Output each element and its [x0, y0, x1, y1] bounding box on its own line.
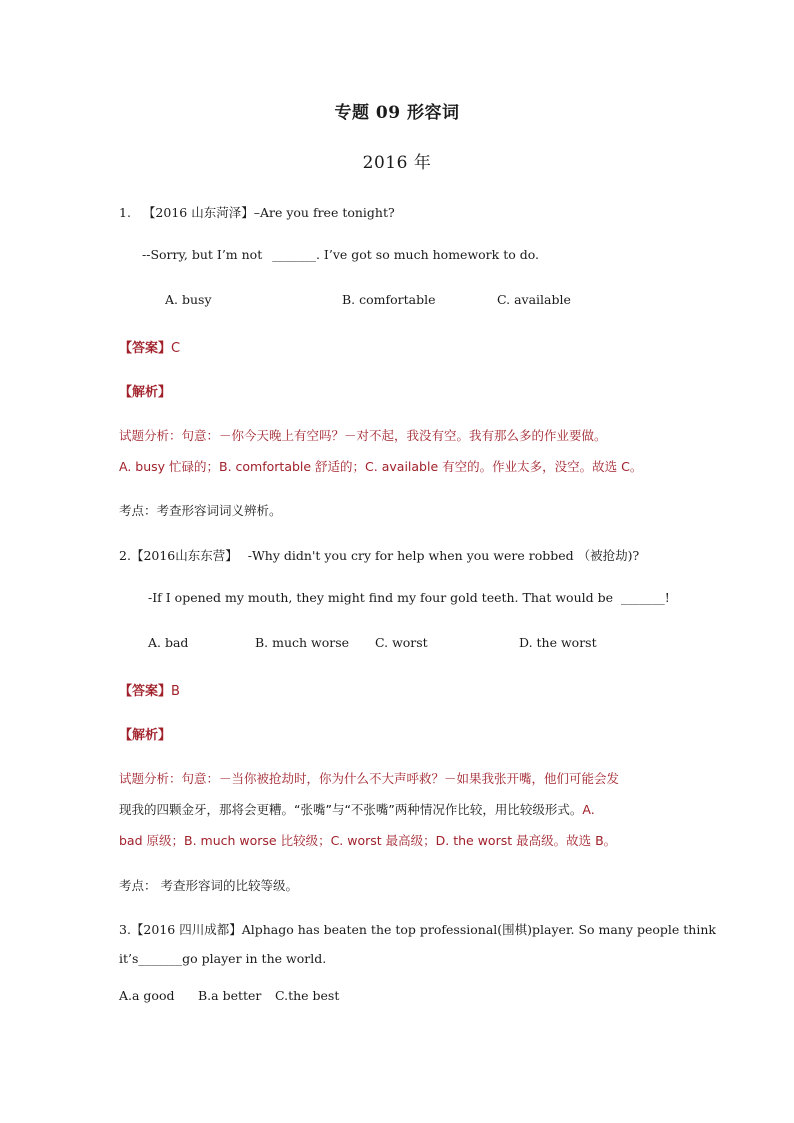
- q3-line2-after: go player in the world.: [182, 951, 327, 966]
- q1-analysis-line1: 试题分析：句意：－你今天晚上有空吗？－对不起，我没有空。我有那么多的作业要做。: [119, 428, 607, 443]
- q3-option-b: B.a better: [198, 988, 262, 1003]
- q1-reply-after: . I’ve got so much homework to do.: [315, 247, 540, 262]
- q1-option-b: B. comfortable: [342, 292, 436, 307]
- q2-analysis-line2-main: 现我的四颗金牙，那将会更糟。“张嘴”与“不张嘴”两种情况作比较，用比较级形式。: [119, 802, 583, 817]
- q1-blank: _______: [272, 247, 316, 262]
- q2-blank: _______!: [620, 590, 670, 605]
- q3-blank: _______: [138, 951, 183, 966]
- q2-number: 2.: [119, 548, 131, 563]
- q2-analysis-line2: [119, 800, 595, 818]
- q3-question: Alphago has beaten the top professional(围棋)player. So many people think: [241, 922, 716, 937]
- q2-answer-label: 【答案】: [119, 684, 172, 699]
- q2-stem: [119, 546, 639, 564]
- q1-reply-before: --Sorry, but I’m not: [142, 247, 263, 262]
- q2-option-a: A. bad: [148, 635, 189, 650]
- q1-analysis-line2: A. busy 忙碌的；B. comfortable 舒适的；C. available 有空的。作业太多，没空。故选 C。: [119, 459, 643, 474]
- q1-source: 【2016 山东菏泽】: [142, 205, 254, 220]
- q1-option-a: A. busy: [165, 292, 212, 307]
- q2-answer: [119, 680, 180, 699]
- q3-line2-before: it’s: [119, 951, 139, 966]
- q2-analysis-line2-red: A.: [582, 802, 595, 817]
- q2-analysis-label: 【解析】: [119, 728, 172, 743]
- q2-option-c: C. worst: [375, 635, 428, 650]
- q2-analysis-line1: 试题分析：句意：－当你被抢劫时，你为什么不大声呼救？－如果我张开嘴，他们可能会发: [119, 771, 620, 786]
- q1-stem: [119, 203, 395, 221]
- q2-option-b: B. much worse: [255, 635, 350, 650]
- q3-option-c: C.the best: [275, 988, 340, 1003]
- q3-option-a: A.a good: [119, 988, 175, 1003]
- q2-reply: [148, 590, 670, 605]
- q1-point: 考点：考查形容词词义辨析。: [119, 503, 282, 518]
- q1-question: –Are you free tonight?: [253, 205, 395, 220]
- q3-stem-line1: [119, 920, 716, 938]
- q3-stem-line2: [119, 951, 326, 966]
- q1-answer: [119, 337, 180, 356]
- q1-option-c: C. available: [497, 292, 571, 307]
- q1-answer-value: C: [171, 341, 181, 356]
- page-title: 专题 09 形容词: [334, 103, 460, 123]
- q1-reply: [142, 247, 539, 262]
- q1-analysis-label: 【解析】: [119, 385, 172, 400]
- q2-analysis-line3: bad 原级；B. much worse 比较级；C. worst 最高级；D. the worst 最高级。故选 B。: [119, 833, 617, 848]
- q2-point: 考点： 考查形容词的比较等级。: [119, 878, 298, 893]
- q2-answer-value: B: [171, 684, 180, 699]
- q2-question: -Why didn't you cry for help when you were robbed （被抢劫)?: [247, 548, 640, 563]
- q2-source: 【2016山东东营】: [130, 548, 238, 563]
- q1-answer-label: 【答案】: [119, 341, 172, 356]
- year-heading: 2016 年: [362, 153, 432, 173]
- q2-reply-text: -If I opened my mouth, they might find my four gold teeth. That would be: [148, 590, 613, 605]
- q3-source: 3.【2016 四川成都】: [119, 922, 242, 937]
- q2-option-d: D. the worst: [519, 635, 597, 650]
- q1-number: 1.: [119, 205, 131, 220]
